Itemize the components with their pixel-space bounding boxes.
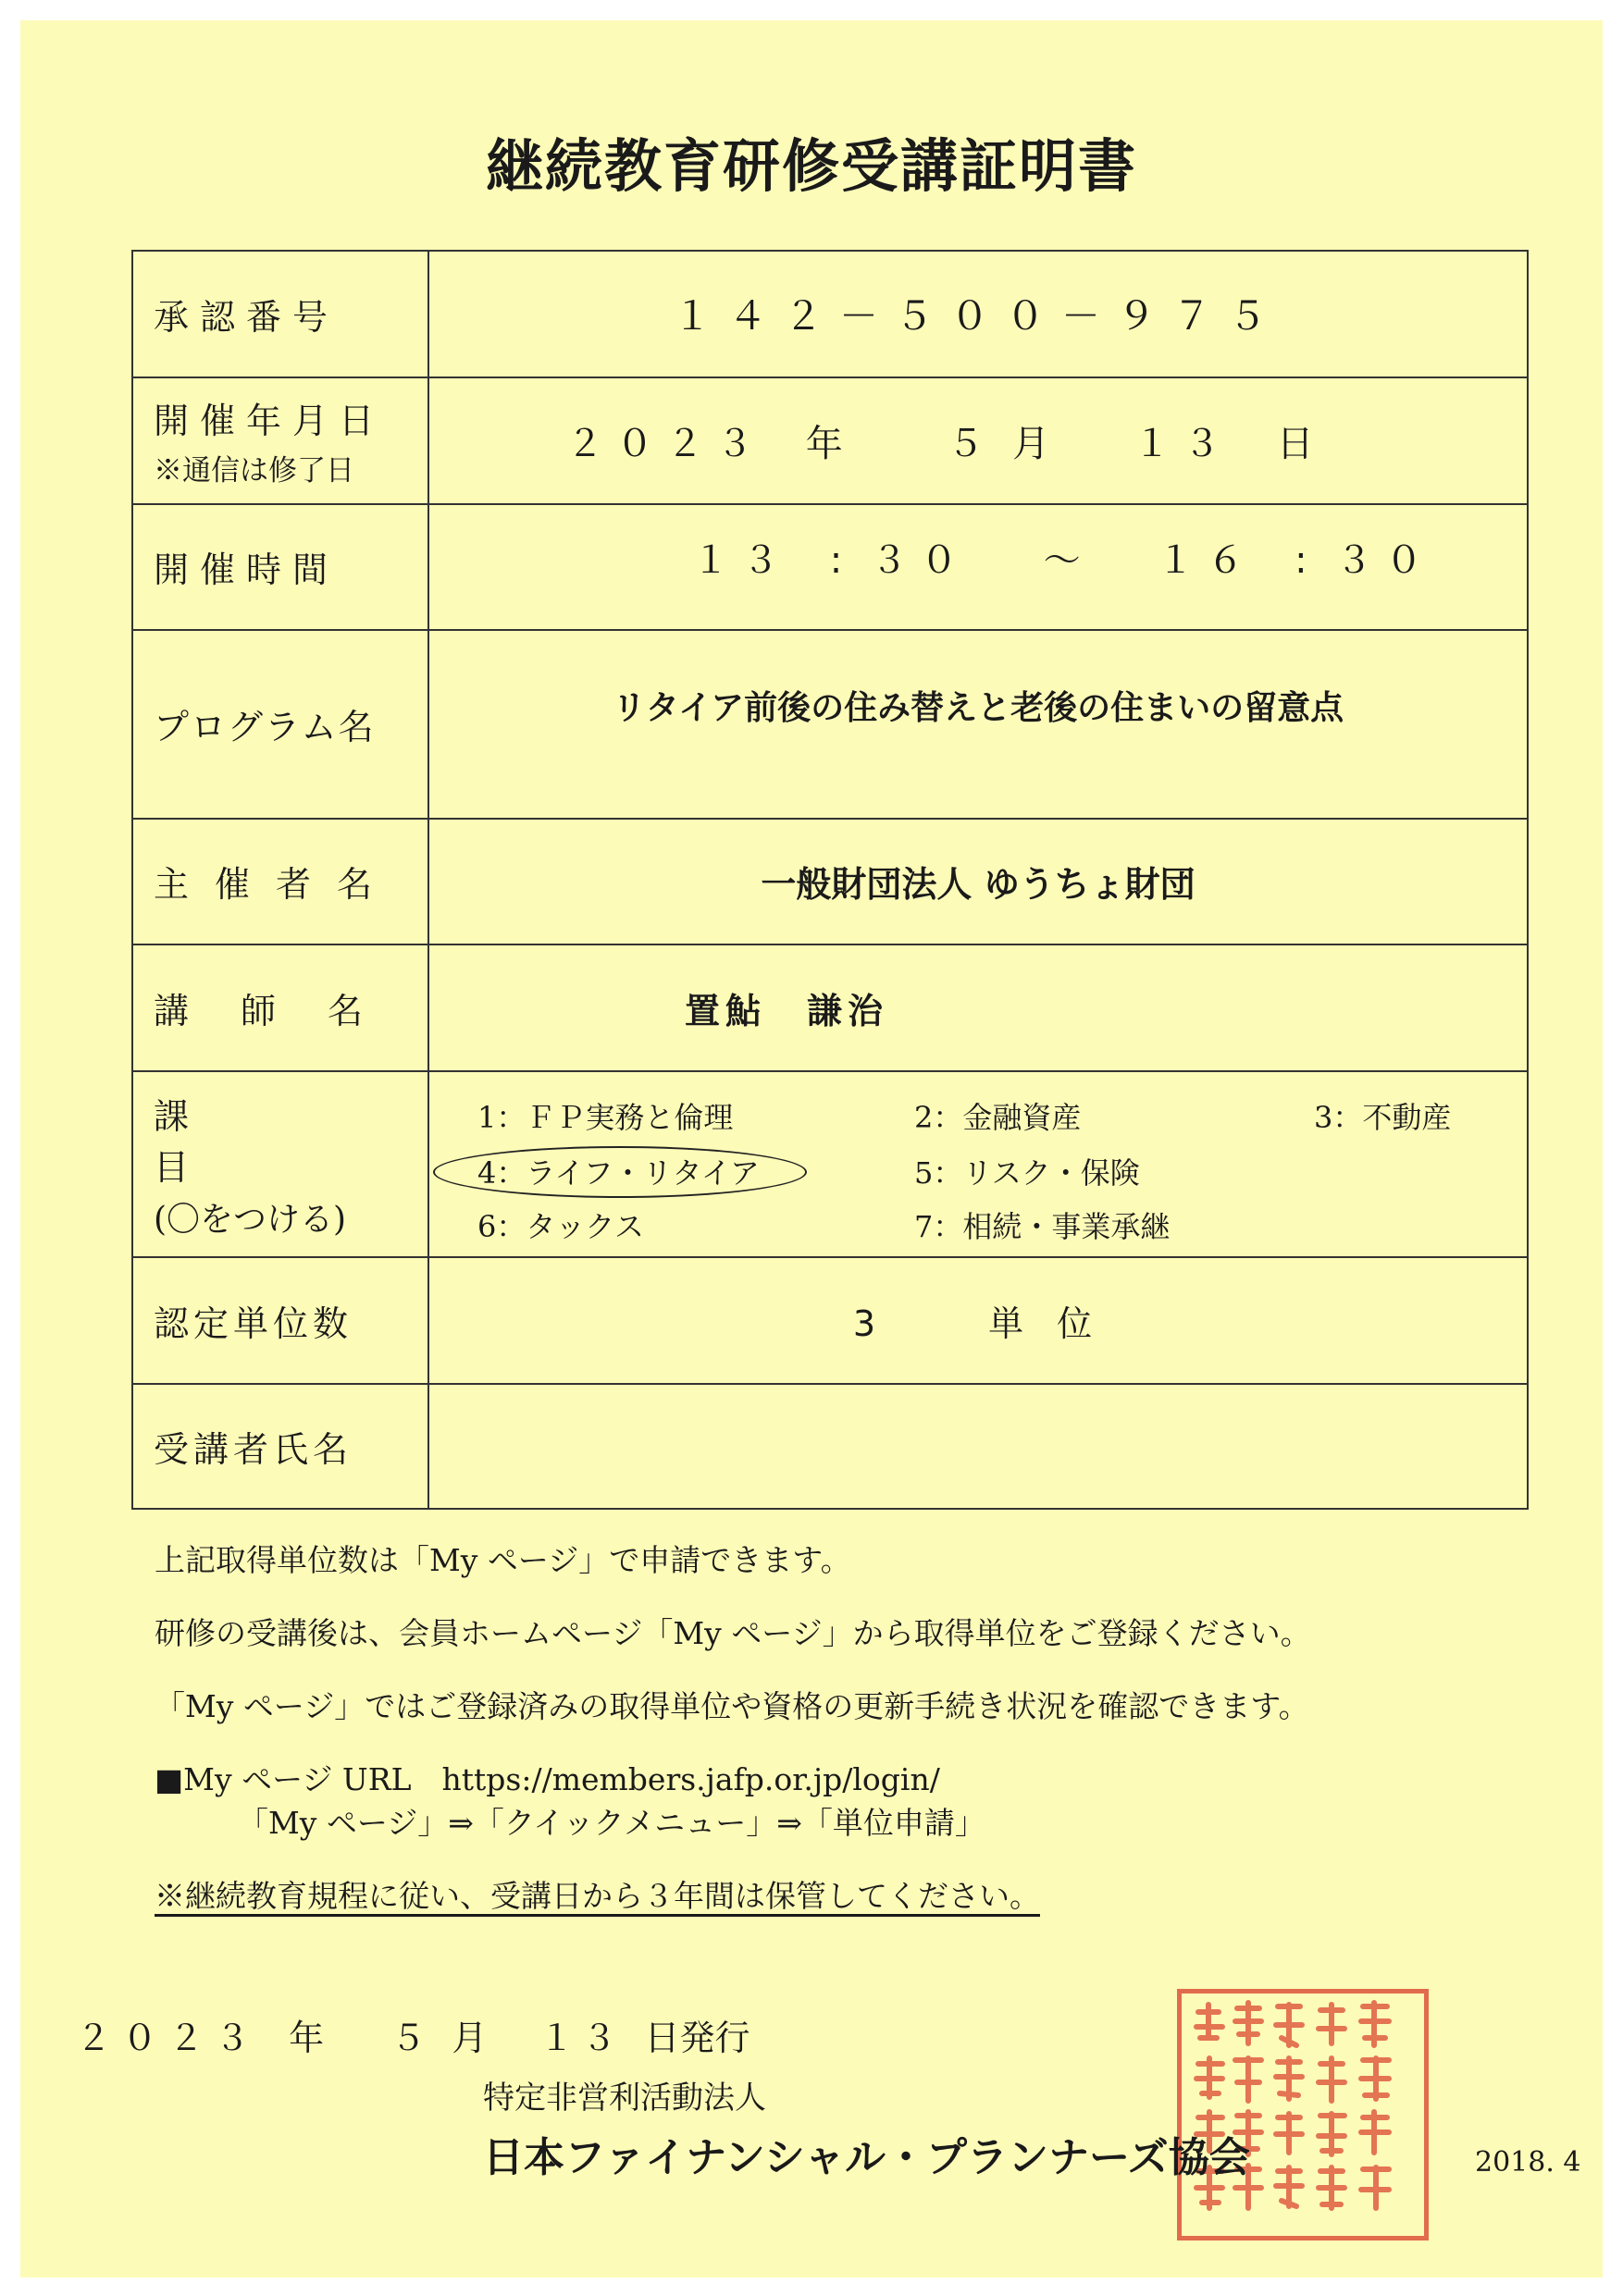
subject-option-4[interactable]: 4：ライフ・リタイア: [477, 1155, 760, 1191]
storage-notice: ※継続教育規程に従い、受講日から３年間は保管してください。: [155, 1878, 1040, 1914]
issue-date: [76, 2009, 750, 2060]
row-units: [132, 1257, 1528, 1384]
organizer-name: 一般財団法人 ゆうちょ財団: [428, 819, 1528, 945]
label-date-main: 開催年月日: [154, 401, 386, 442]
issue-year: ２０２３: [76, 2018, 262, 2058]
issue-year-unit: 年: [289, 2018, 325, 2058]
label-organizer: 主催者名: [132, 819, 428, 945]
issue-month: ５: [390, 2018, 427, 2058]
certificate-title: 継続教育研修受講証明書: [485, 132, 1137, 200]
label-subject-main: 課目: [154, 1096, 328, 1189]
date-day-unit: 日: [1276, 422, 1314, 465]
subject-option-6[interactable]: 6：タックス: [477, 1209, 645, 1245]
time-end-min: ３０: [1335, 539, 1436, 583]
label-program: プログラム名: [132, 630, 428, 818]
credit-units: [428, 1257, 1528, 1384]
subject-option-2[interactable]: 2：金融資産: [914, 1100, 1082, 1136]
subject-option-5[interactable]: 5：リスク・保険: [914, 1155, 1140, 1191]
time-start-min: ３０: [870, 539, 971, 583]
row-time: [132, 504, 1528, 631]
time-end-hour: １６: [1157, 539, 1258, 583]
official-seal-stamp: [1177, 1989, 1429, 2240]
time-start-hour: １３: [692, 539, 792, 583]
time-separator: ～: [1043, 539, 1081, 583]
certificate-sheet: [20, 20, 1603, 2277]
program-name: リタイア前後の住み替えと老後の住まいの留意点: [428, 630, 1528, 818]
subject-option-3[interactable]: 3：不動産: [1314, 1100, 1452, 1136]
date-day: １３: [1133, 422, 1233, 465]
label-time: 開催時間: [132, 504, 428, 631]
subject-option-1[interactable]: 1：ＦＰ実務と倫理: [477, 1100, 734, 1136]
row-lecturer: [132, 944, 1528, 1071]
row-organizer: [132, 819, 1528, 945]
certificate-table: [131, 250, 1529, 1510]
label-subject: [132, 1071, 428, 1257]
label-date: [132, 377, 428, 504]
row-program: [132, 630, 1528, 818]
issue-month-unit: 月: [452, 2018, 488, 2058]
notes-block: [155, 1542, 1311, 1954]
issue-suffix: 日発行: [644, 2018, 750, 2058]
label-approval: 承認番号: [132, 251, 428, 377]
row-attendee: [132, 1384, 1528, 1509]
row-subject: [132, 1071, 1528, 1257]
issuer-name: 日本ファイナンシャル・プランナーズ協会: [483, 2134, 1250, 2181]
label-attendee: 受講者氏名: [132, 1384, 428, 1509]
label-date-sub: ※通信は修了日: [154, 454, 354, 488]
form-version: 2018. 4: [1475, 2146, 1581, 2179]
label-units: 認定単位数: [132, 1257, 428, 1384]
date-year: ２０２３: [566, 422, 766, 465]
units-value: 3: [852, 1303, 875, 1345]
note-line-2: 研修の受講後は、会員ホームページ「My ページ」から取得単位をご登録ください。: [155, 1615, 1311, 1651]
note-line-3: 「My ページ」ではご登録済みの取得単位や資格の更新手続き状況を確認できます。: [155, 1688, 1309, 1724]
date-month-unit: 月: [1012, 422, 1050, 465]
date-year-unit: 年: [805, 422, 843, 465]
mypage-url-line[interactable]: ■My ページ URL https://members.jafp.or.jp/login/: [155, 1761, 940, 1797]
seal-icon: [1182, 1994, 1424, 2236]
units-label: 単 位: [988, 1303, 1104, 1345]
event-time: １３ : ３０ ～ １６ : ３０: [428, 504, 1528, 631]
subject-grid: [429, 1072, 1527, 1256]
label-lecturer: 講師名: [132, 944, 428, 1071]
attendee-name-field[interactable]: [428, 1384, 1528, 1509]
subject-option-7[interactable]: 7：相続・事業承継: [914, 1209, 1171, 1245]
note-line-1: 上記取得単位数は「My ページ」で申請できます。: [155, 1542, 851, 1578]
date-month: ５: [947, 422, 985, 465]
row-date: [132, 377, 1528, 504]
event-date: [428, 377, 1528, 504]
subject-options: [428, 1071, 1528, 1257]
mypage-path-line: 「My ページ」⇒「クイックメニュー」⇒「単位申請」: [238, 1805, 985, 1841]
issue-day: １３: [539, 2018, 625, 2058]
lecturer-name: 置鮎 謙治: [428, 944, 1528, 1071]
approval-number: １４２－５００－９７５: [428, 251, 1528, 377]
row-approval: [132, 251, 1528, 377]
issuer-type: 特定非営利活動法人: [483, 2080, 766, 2117]
label-subject-sub: (〇をつける): [154, 1201, 347, 1240]
